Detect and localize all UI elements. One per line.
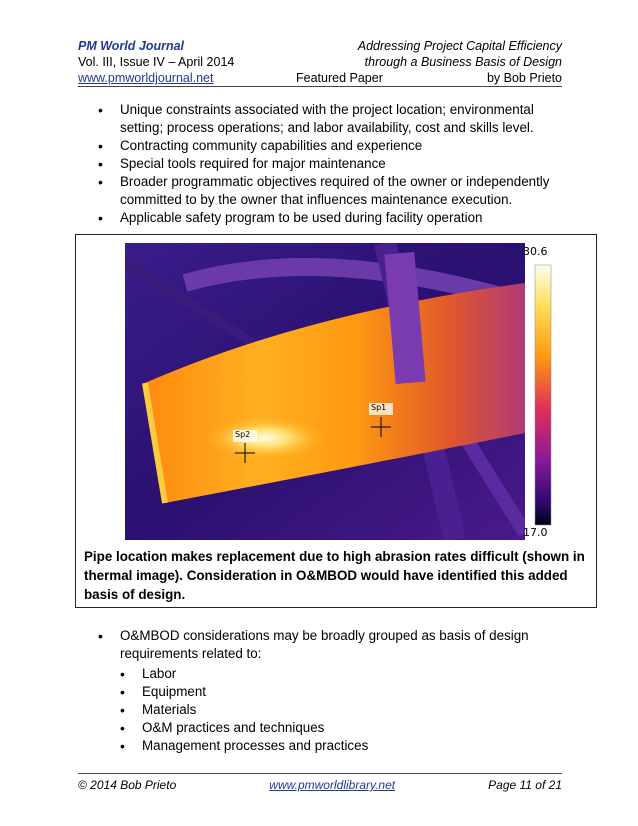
list-item: • Contracting community capabilities and experience [98,137,568,155]
paper-title-line2: through a Business Basis of Design [364,55,562,69]
list-item: • Management processes and practices [120,737,568,755]
figure-caption: Pipe location makes replacement due to high abrasion rates difficult (shown in thermal image). Consideration in O&MBOD would have identified this added basis of design. [84,549,585,602]
list-item-intro: O&MBOD considerations may be broadly grouped as basis of design requirements related to: [120,628,529,661]
section-label: Featured Paper [296,71,383,85]
list-item: • Special tools required for major maintenance [98,155,568,173]
page-number: Page 11 of 21 [488,778,562,792]
list-item: • Labor [120,665,568,683]
scale-min-label: 17.0 [523,526,548,539]
list-item: • Applicable safety program to be used during facility operation [98,209,568,227]
issue-info: Vol. III, Issue IV – April 2014 [78,55,235,69]
copyright: © 2014 Bob Prieto [78,778,177,792]
list-item [98,627,568,755]
list-item: • Broader programmatic objectives required of the owner or independently committed to by the owner that influences maintenance execution. [98,173,568,209]
temperature-scale [535,265,551,525]
bottom-bullet-list [98,627,568,755]
footer-divider [78,773,562,774]
list-item: • Equipment [120,683,568,701]
page-footer [78,778,562,792]
top-bullet-list [98,101,568,227]
header-divider [78,86,562,87]
paper-title-line1: Addressing Project Capital Efficiency [357,39,562,53]
spot-label-1: Sp1 [371,403,387,412]
figure-box [75,234,597,608]
list-item: • Unique constraints associated with the project location; environmental setting; process operations; and labor availability, cost and skills level. [98,101,568,137]
sub-bullet-list [120,665,568,755]
library-link[interactable]: www.pmworldlibrary.net [269,778,396,792]
journal-name: PM World Journal [78,39,185,53]
spot-label-2: Sp2 [235,430,251,439]
journal-link[interactable]: www.pmworldjournal.net [78,71,214,85]
list-item: • Materials [120,701,568,719]
page-header [78,38,562,86]
list-item: • O&M practices and techniques [120,719,568,737]
scale-max-label: 30.6 [523,245,548,258]
thermal-image [125,243,593,540]
author: by Bob Prieto [486,71,562,85]
